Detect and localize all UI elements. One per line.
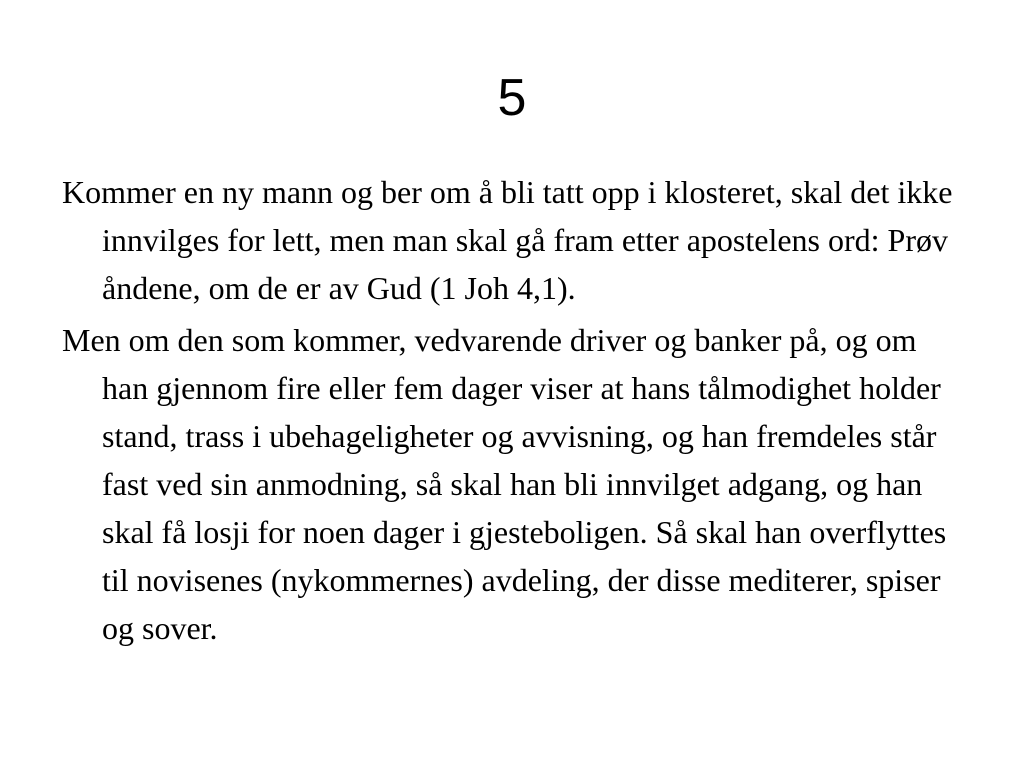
slide-body: [62, 168, 967, 656]
slide-title: 5: [497, 69, 527, 127]
paragraph-2: Men om den som kommer, vedvarende driver og banker på, og om han gjennom fire eller fem dager viser at hans tålmodighet holder stand, trass i ubehageligheter og avvisning, og han fremdeles står fast ved sin anmodning, så skal han bli innvilget adgang, og han skal få losji for noen dager i gjesteboligen. Så skal han overflyttes til novisenes (nykommernes) avdeling, der disse mediterer, spiser og sover.: [62, 322, 947, 646]
paragraph-1: Kommer en ny mann og ber om å bli tatt opp i klosteret, skal det ikke innvilges for lett, men man skal gå fram etter apostelens ord: Prøv åndene, om de er av Gud (1 Joh 4,1).: [62, 174, 953, 306]
